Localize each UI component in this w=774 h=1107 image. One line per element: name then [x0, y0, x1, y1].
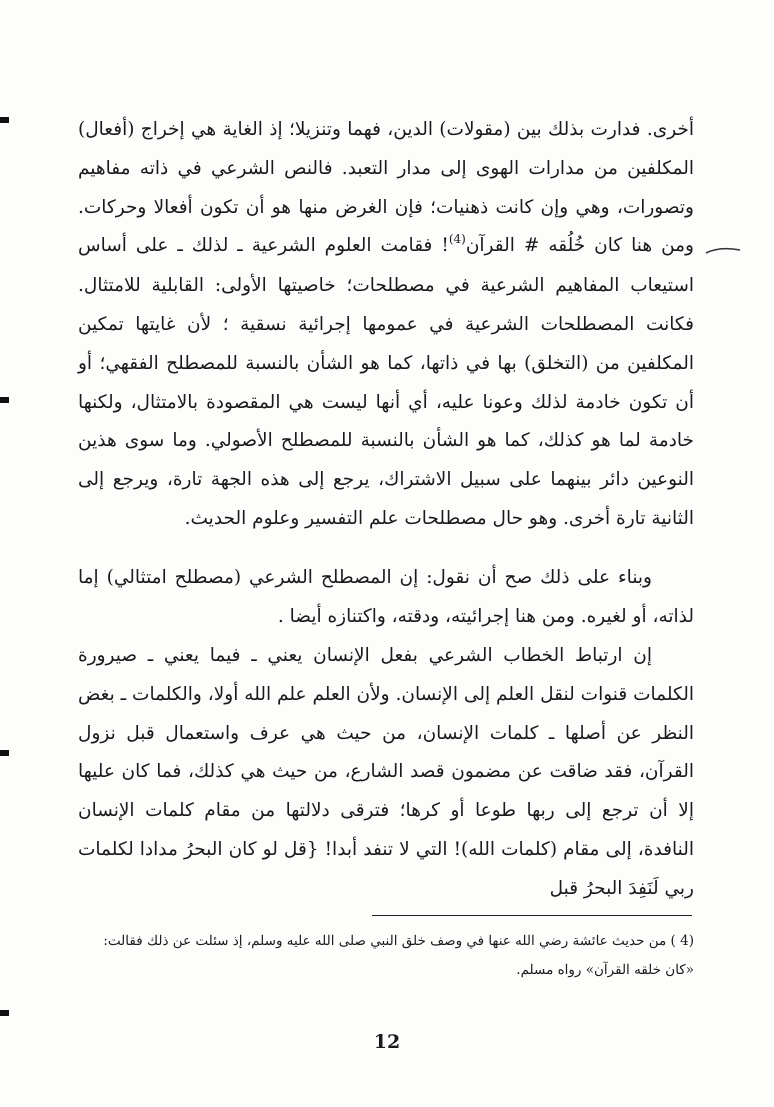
body-paragraph-1: [78, 111, 694, 539]
scan-edge-mark: [0, 397, 9, 403]
footnote-reference[interactable]: (4): [448, 232, 466, 247]
paragraph-text: أخرى. فدارت بذلك بين (مقولات) الدين، فهما وتنزيلا؛ إذ الغاية هي إخراج (أفعال) المكلفين من مدارات الهوى إلى مدار التعبد. فالنص الشرعي في ذاته مفاهيم وتصورات، وهي وإن كانت ذهنيات؛ فإن الغرض منها هو أن تكون أفعالا وحركات. ومن هنا كان خُلُقه # القرآن: [78, 119, 694, 257]
body-paragraph-3: [78, 637, 694, 909]
page-number: 12: [373, 1031, 401, 1053]
footnote-line: (4 ) من حديث عائشة رضي الله عنها في وصف خلق النبي صلى الله عليه وسلم، إذ سئلت عن ذلك فقالت:: [103, 933, 694, 949]
scan-edge-mark: [0, 117, 9, 123]
footnote-line: «كان خلقه القرآن» رواه مسلم.: [516, 962, 694, 978]
margin-pencil-mark: [704, 243, 742, 261]
paragraph-text-continued: ! فقامت العلوم الشرعية ـ لذلك ـ على أساس استيعاب المفاهيم الشرعية في مصطلحات؛ خاصيتها الأولى: القابلية للامتثال. فكانت المصطلحات الشرعية في عمومها إجرائية نسقية ؛ لأن غايتها تمكين المكلفين من (التخلق) بها في ذاتها، كما هو الشأن بالنسبة للمصطلح الفقهي؛ أو أن تكون خادمة لذلك وعونا عليه، أي أنها ليست هي المقصودة بالامتثال، ولكنها خادمة لما هو كذلك، كما هو الشأن بالنسبة للمصطلح الأصولي. وما سوى هذين النوعين دائر بينهما على سبيل الاشتراك، يرجع إلى هذه الجهة تارة، ويرجع إلى الثانية تارة أخرى. وهو حال مصطلحات علم التفسير وعلوم الحديث.: [78, 235, 694, 529]
footnote-divider: [372, 915, 692, 916]
paragraph-text: وبناء على ذلك صح أن نقول: إن المصطلح الشرعي (مصطلح امتثالي) إما لذاته، أو لغيره. ومن هنا إجرائيته، ودقته، واكتنازه أيضا .: [78, 567, 694, 627]
scan-edge-mark: [0, 1010, 9, 1016]
footnotes: [78, 927, 694, 985]
scan-edge-mark: [0, 750, 9, 756]
body-paragraph-2: [78, 559, 694, 637]
paragraph-text: إن ارتباط الخطاب الشرعي بفعل الإنسان يعني ـ فيما يعني ـ صيرورة الكلمات قنوات لنقل العلم إلى الإنسان. ولأن العلم علم الله أولا، والكلمات ـ بغض النظر عن أصلها ـ كلمات الإنسان، من حيث هي عرف واستعمال قبل نزول القرآن، فقد ضاقت عن مضمون قصد الشارع، من حيث هي كذلك، فما كان عليها إلا أن ترجع إلى ربها طوعا أو كرها؛ فترقى دلالتها من مقام كلمات الإنسان النافدة، إلى مقام (كلمات الله)! التي لا تنفد أبدا! {قل لو كان البحرُ مدادا لكلمات ربي لَنَفِدَ البحرُ قبل: [78, 645, 694, 899]
